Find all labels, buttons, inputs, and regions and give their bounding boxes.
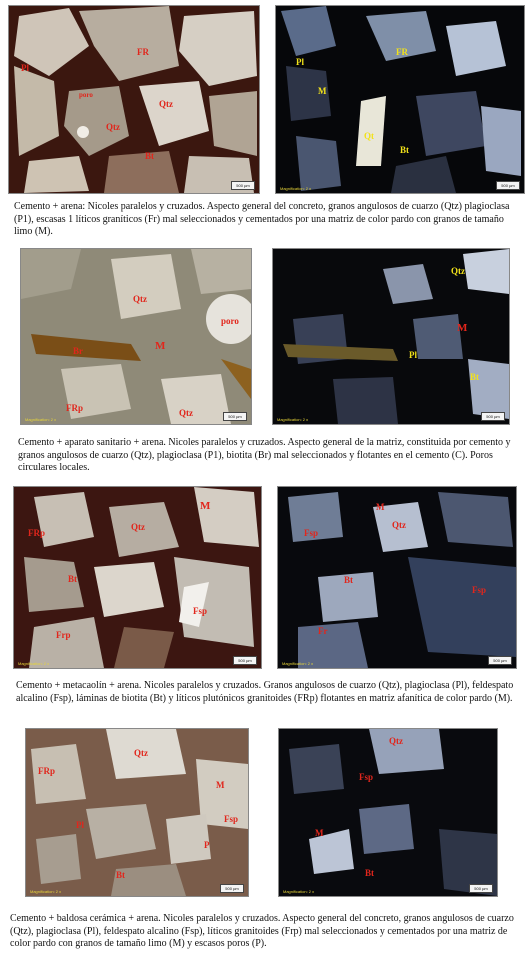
fig1-xpl-texture <box>276 6 524 193</box>
fig1-right-label-bt: Bt <box>400 145 409 155</box>
fig3-left-label-frp: FRp <box>28 528 46 538</box>
fig3-caption: Cemento + metacaolín + arena. Nicoles paralelos y cruzados. Granos angulosos de cuarzo (Qtz), plagioclasa (Pl), feldespato alcalino (Fsp), láminas de biotita (Bt) y líticos plutónicos granitoides (FRp) flotantes en matriz afanítica de color pardo (M). <box>16 680 514 704</box>
fig3-right-label-fr: Fr <box>318 626 328 636</box>
fig4-right-magnification: Magnification: 2 x <box>283 889 315 894</box>
fig1-caption: Cemento + arena: Nicoles paralelos y cruzados. Aspecto general del concreto, granos angulosos de cuarzo (Qtz) plagioclasa (P1), escasas 1 líticos graníticos (Fr) mal seleccionados y cementados por una matriz de color pardo con granos de tamaño limo (M). <box>14 201 510 237</box>
fig1-ppl-micrograph <box>8 5 260 194</box>
fig1-ppl-texture <box>9 6 259 193</box>
fig2-right-label-pl: Pl <box>409 350 417 360</box>
fig2-xpl-micrograph <box>272 248 510 425</box>
fig1-right-label-qt: Qt <box>364 131 374 141</box>
fig2-right-scale-bar: 500 µm <box>481 412 505 421</box>
fig3-right-label-bt: Bt <box>344 575 353 585</box>
fig2-left-label-poro: poro <box>221 316 239 326</box>
fig3-right-scale-bar: 500 µm <box>488 656 512 665</box>
fig2-right-label-qtz: Qtz <box>451 266 465 276</box>
fig3-right-magnification: Magnification: 2 x <box>282 661 314 666</box>
fig1-xpl-micrograph <box>275 5 525 194</box>
fig1-left-label-poro: poro <box>79 91 93 99</box>
fig2-right-label-m: M <box>457 322 468 334</box>
fig1-left-label-fr: FR <box>137 47 149 57</box>
fig2-ppl-texture <box>21 249 251 424</box>
fig2-ppl-micrograph <box>20 248 252 425</box>
fig3-xpl-texture <box>278 487 516 668</box>
fig3-left-label-fsp: Fsp <box>193 606 208 616</box>
fig4-left-scale-bar: 500 µm <box>220 884 244 893</box>
fig4-right-label-fsp: Fsp <box>359 772 374 782</box>
fig1-right-scale-bar: 500 µm <box>496 181 520 190</box>
fig2-xpl-texture <box>273 249 509 424</box>
fig3-left-label-qtz: Qtz <box>131 522 145 532</box>
fig4-right-label-bt: Bt <box>365 868 374 878</box>
fig2-left-magnification: Magnification: 2 x <box>25 417 57 422</box>
fig1-right-magnification: Magnification: 2 x <box>280 186 312 191</box>
fig4-right-label-m: M <box>315 828 324 838</box>
fig1-left-label-bt: Bt <box>145 151 154 161</box>
fig2-left-label-m: M <box>155 340 166 352</box>
fig1-right-label-m: M <box>318 86 327 96</box>
fig2-caption: Cemento + aparato sanitario + arena. Nicoles paralelos y cruzados. Aspecto general de la matriz, constituida por cemento y granos angulosos de cuarzo (Qtz), plagioclasa (P1), biotita (Br) mal seleccionados y flotantes en el cemento (C). Poros circulares locales. <box>18 437 511 473</box>
fig4-left-magnification: Magnification: 2 x <box>30 889 62 894</box>
fig4-left-label-fsp: Fsp <box>224 814 239 824</box>
fig2-left-label-br: Br <box>73 346 83 356</box>
fig2-left-label-frp: FRp <box>66 403 84 413</box>
fig4-xpl-texture <box>279 729 497 896</box>
fig3-right-label-fsp-a: Fsp <box>304 528 319 538</box>
fig3-left-scale-bar: 500 µm <box>233 656 257 665</box>
fig4-xpl-micrograph <box>278 728 498 897</box>
fig3-left-label-frp-b: Frp <box>56 630 71 640</box>
fig3-left-label-bt: Bt <box>68 574 77 584</box>
fig1-right-label-fr: FR <box>396 47 408 57</box>
fig3-ppl-texture <box>14 487 261 668</box>
fig4-left-label-frp: FRp <box>38 766 56 776</box>
fig1-left-label-qtz-b: Qtz <box>106 122 120 132</box>
fig2-right-label-bt: Bt <box>470 372 479 382</box>
fig2-right-magnification: Magnification: 2 x <box>277 417 309 422</box>
fig4-left-label-pl: Pl <box>76 820 84 830</box>
fig4-left-label-qtz: Qtz <box>134 748 148 758</box>
fig2-left-label-qtz-b: Qtz <box>179 408 193 418</box>
fig4-left-label-bt: Bt <box>116 870 125 880</box>
fig4-right-label-qtz: Qtz <box>389 736 403 746</box>
fig3-right-label-fsp-b: Fsp <box>472 585 487 595</box>
fig3-xpl-micrograph <box>277 486 517 669</box>
fig1-right-label-pl: Pl <box>296 57 304 67</box>
fig1-left-label-qtz-a: Qtz <box>159 99 173 109</box>
fig2-left-label-qtz-a: Qtz <box>133 294 147 304</box>
fig4-ppl-micrograph <box>25 728 249 897</box>
fig3-ppl-micrograph <box>13 486 262 669</box>
fig4-right-scale-bar: 500 µm <box>469 884 493 893</box>
fig1-left-label-pl: Pl <box>21 63 29 73</box>
fig1-left-scale-bar: 500 µm <box>231 181 255 190</box>
fig3-left-label-m: M <box>200 500 211 512</box>
fig3-right-label-m: M <box>376 502 385 512</box>
fig4-caption: Cemento + baldosa cerámica + arena. Nicoles paralelos y cruzados. Aspecto general del concreto, granos angulosos de cuarzo (Qtz), plagioclasa (Pl), feldespato alcalino (Fsp), líticos granitoides (Frp) mal seleccionados y cementados por una matriz de color pardo con granos de tamaño limo (M) y escasos poros (P). <box>10 913 514 949</box>
fig2-left-scale-bar: 500 µm <box>223 412 247 421</box>
fig4-left-label-p: P <box>204 840 210 850</box>
fig4-left-label-m: M <box>216 780 225 790</box>
fig3-right-label-qtz: Qtz <box>392 520 406 530</box>
fig3-left-magnification: Magnification: 2 x <box>18 661 50 666</box>
